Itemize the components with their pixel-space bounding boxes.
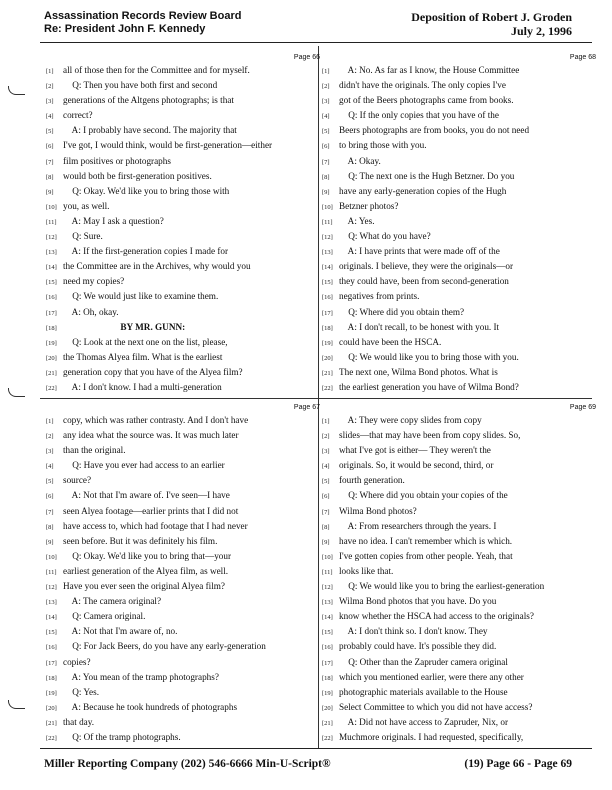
line-number: [16] bbox=[46, 294, 57, 302]
line-number: [7] bbox=[322, 158, 330, 166]
transcript-line bbox=[46, 259, 320, 274]
transcript-line bbox=[322, 443, 596, 458]
transcript-line bbox=[322, 154, 596, 169]
line-number: [20] bbox=[322, 704, 333, 712]
line-number: [20] bbox=[46, 704, 57, 712]
transcript-line bbox=[322, 350, 596, 365]
line-number: [19] bbox=[46, 689, 57, 697]
horizontal-divider bbox=[40, 398, 592, 399]
line-text: A: Did not have access to Zapruder, Nix, or bbox=[339, 716, 509, 727]
line-number: [11] bbox=[322, 568, 333, 576]
transcript-line bbox=[46, 534, 320, 549]
org-name: Assassination Records Review Board bbox=[44, 10, 242, 22]
transcript-line bbox=[46, 504, 320, 519]
line-text: any idea what the source was. It was much later bbox=[63, 430, 239, 441]
line-number: [12] bbox=[322, 584, 333, 592]
transcript-line bbox=[46, 289, 320, 304]
transcript-line bbox=[322, 93, 596, 108]
transcript-line bbox=[322, 504, 596, 519]
transcript-line bbox=[46, 715, 320, 730]
line-text: I've gotten copies from other people. Yeah, that bbox=[339, 550, 513, 561]
transcript-line bbox=[322, 715, 596, 730]
line-number: [15] bbox=[322, 629, 333, 637]
line-number: [16] bbox=[46, 644, 57, 652]
line-number: [3] bbox=[322, 448, 330, 456]
transcript-line bbox=[46, 154, 320, 169]
line-number: [2] bbox=[322, 83, 330, 91]
line-text: the Committee are in the Archives, why would you bbox=[63, 261, 251, 272]
top-rule bbox=[40, 42, 592, 43]
transcript-line bbox=[46, 169, 320, 184]
transcript-line bbox=[322, 594, 596, 609]
deposition-date: July 2, 1996 bbox=[510, 24, 572, 38]
page-number-label: Page 66 bbox=[293, 54, 320, 61]
line-text: Q: Then you have both first and second bbox=[63, 80, 218, 91]
line-text: fourth generation. bbox=[339, 475, 405, 486]
transcript-line bbox=[322, 138, 596, 153]
line-text: originals. I believe, they were the originals—or bbox=[339, 261, 513, 272]
margin-mark bbox=[8, 700, 25, 709]
transcript-line bbox=[322, 123, 596, 138]
transcript-line bbox=[322, 199, 596, 214]
transcript-line bbox=[322, 244, 596, 259]
line-number: [21] bbox=[46, 369, 57, 377]
transcript-line bbox=[46, 549, 320, 564]
line-number: [10] bbox=[322, 553, 333, 561]
line-number: [4] bbox=[46, 113, 54, 121]
line-number: [9] bbox=[322, 538, 330, 546]
transcript-line bbox=[46, 594, 320, 609]
line-text: generation copy that you have of the Alyea film? bbox=[63, 366, 243, 377]
line-text: A: Yes. bbox=[339, 215, 375, 226]
transcript-line bbox=[322, 305, 596, 320]
transcript-line bbox=[46, 184, 320, 199]
line-text: Q: Where did you obtain your copies of the bbox=[339, 490, 508, 501]
transcript-line bbox=[322, 428, 596, 443]
transcript-line bbox=[322, 609, 596, 624]
line-number: [21] bbox=[322, 719, 333, 727]
line-text: Q: Look at the next one on the list, please, bbox=[63, 336, 228, 347]
line-text: photographic materials available to the House bbox=[339, 686, 508, 697]
line-number: [19] bbox=[322, 689, 333, 697]
line-number: [14] bbox=[322, 614, 333, 622]
line-number: [11] bbox=[322, 218, 333, 226]
line-number: [3] bbox=[46, 98, 54, 106]
line-text: Q: Of the tramp photographs. bbox=[63, 731, 181, 742]
transcript-line bbox=[322, 730, 596, 745]
line-number: [13] bbox=[322, 249, 333, 257]
transcript-line bbox=[46, 380, 320, 395]
transcript-line bbox=[46, 458, 320, 473]
transcript-line bbox=[322, 214, 596, 229]
transcript-line bbox=[46, 320, 320, 335]
line-number: [1] bbox=[46, 418, 54, 425]
line-number: [1] bbox=[322, 418, 330, 425]
bottom-rule bbox=[40, 748, 592, 749]
line-text: Wilma Bond photos that you have. Do you bbox=[339, 596, 497, 607]
line-number: [19] bbox=[322, 339, 333, 347]
line-text: the earliest generation you have of Wilma Bond? bbox=[339, 381, 519, 392]
line-number: [8] bbox=[46, 523, 54, 531]
footer-reporter: Miller Reporting Company (202) 546-6666 Min-U-Script® bbox=[44, 758, 331, 770]
line-number: [10] bbox=[46, 203, 57, 211]
transcript-line bbox=[46, 730, 320, 745]
line-number: [14] bbox=[46, 264, 57, 272]
line-text: The next one, Wilma Bond photos. What is bbox=[339, 366, 498, 377]
line-text: negatives from prints. bbox=[339, 291, 420, 302]
line-text: looks like that. bbox=[339, 565, 394, 576]
line-number: [12] bbox=[46, 584, 57, 592]
line-number: [2] bbox=[46, 433, 54, 441]
page-number-label: Page 67 bbox=[293, 404, 320, 411]
transcript-line bbox=[46, 274, 320, 289]
transcript-page bbox=[322, 402, 596, 745]
transcript-line bbox=[46, 244, 320, 259]
line-number: [18] bbox=[46, 674, 57, 682]
line-number: [17] bbox=[46, 309, 57, 317]
line-text: Q: Okay. We'd like you to bring that—your bbox=[63, 550, 232, 561]
transcript-page bbox=[46, 52, 320, 395]
line-text: A: They were copy slides from copy bbox=[339, 415, 482, 425]
page-number-label: Page 68 bbox=[569, 54, 596, 61]
line-number: [5] bbox=[322, 478, 330, 486]
transcript-line bbox=[46, 199, 320, 214]
transcript-line bbox=[322, 184, 596, 199]
transcript-line bbox=[46, 488, 320, 503]
line-text: film positives or photographs bbox=[63, 155, 171, 166]
line-text: Q: Camera original. bbox=[63, 611, 146, 622]
line-number: [9] bbox=[46, 538, 54, 546]
line-text: A: May I ask a question? bbox=[63, 215, 164, 226]
transcript-line bbox=[46, 365, 320, 380]
line-number: [15] bbox=[322, 279, 333, 287]
transcript-line bbox=[46, 579, 320, 594]
line-text: A: I don't know. I had a multi-generation bbox=[63, 381, 222, 392]
transcript-line bbox=[322, 169, 596, 184]
line-number: [13] bbox=[322, 599, 333, 607]
line-number: [1] bbox=[46, 68, 54, 75]
line-number: [3] bbox=[46, 448, 54, 456]
transcript-line bbox=[322, 413, 596, 428]
line-text: Muchmore originals. I had requested, specifically, bbox=[339, 731, 524, 742]
line-text: A: I don't think so. I don't know. They bbox=[339, 626, 488, 637]
transcript-line bbox=[46, 609, 320, 624]
line-number: [11] bbox=[46, 568, 57, 576]
line-number: [22] bbox=[322, 384, 333, 392]
line-text: copy, which was rather contrasty. And I don't have bbox=[63, 415, 249, 425]
transcript-line bbox=[46, 78, 320, 93]
line-number: [13] bbox=[46, 249, 57, 257]
margin-mark bbox=[8, 388, 25, 397]
transcript-line bbox=[46, 624, 320, 639]
line-number: [16] bbox=[322, 644, 333, 652]
line-number: [9] bbox=[46, 188, 54, 196]
line-number: [7] bbox=[46, 158, 54, 166]
line-number: [7] bbox=[322, 508, 330, 516]
line-text: I've got, I would think, would be first-generation—either bbox=[63, 140, 273, 151]
line-number: [10] bbox=[46, 553, 57, 561]
line-text: source? bbox=[63, 475, 92, 486]
line-text: Q: The next one is the Hugh Betzner. Do you bbox=[339, 170, 515, 181]
transcript-line bbox=[322, 579, 596, 594]
transcript-line bbox=[322, 229, 596, 244]
line-text: copies? bbox=[63, 656, 91, 667]
line-number: [17] bbox=[46, 659, 57, 667]
footer-page-range: (19) Page 66 - Page 69 bbox=[464, 758, 572, 770]
line-text: Q: Other than the Zapruder camera original bbox=[339, 656, 508, 667]
line-text: have any early-generation copies of the Hugh bbox=[339, 185, 507, 196]
line-number: [18] bbox=[46, 324, 57, 332]
transcript-line bbox=[322, 458, 596, 473]
line-number: [6] bbox=[46, 143, 54, 151]
line-text: A: Oh, okay. bbox=[63, 306, 119, 317]
line-text: which you mentioned earlier, were there any other bbox=[339, 671, 524, 682]
line-text: you, as well. bbox=[63, 200, 110, 211]
transcript-line bbox=[322, 549, 596, 564]
transcript-line bbox=[46, 639, 320, 654]
line-number: [5] bbox=[46, 478, 54, 486]
transcript-line bbox=[322, 274, 596, 289]
line-text: than the original. bbox=[63, 445, 126, 456]
line-text: Q: We would like you to bring the earliest-generation bbox=[339, 581, 545, 592]
line-text: BY MR. GUNN: bbox=[63, 321, 186, 332]
transcript-line bbox=[322, 564, 596, 579]
transcript-line bbox=[46, 685, 320, 700]
line-number: [6] bbox=[46, 493, 54, 501]
line-text: A: Okay. bbox=[339, 155, 381, 166]
line-text: to bring those with you. bbox=[339, 140, 427, 151]
line-text: have access to, which had footage that I had never bbox=[63, 520, 248, 531]
line-number: [8] bbox=[46, 173, 54, 181]
transcript-line bbox=[46, 305, 320, 320]
transcript-line bbox=[46, 700, 320, 715]
transcript-line bbox=[46, 519, 320, 534]
line-text: A: No. As far as I know, the House Committee bbox=[339, 65, 520, 75]
line-number: [21] bbox=[322, 369, 333, 377]
line-text: A: Not that I'm aware of. I've seen—I have bbox=[63, 490, 230, 501]
line-number: [2] bbox=[322, 433, 330, 441]
line-number: [4] bbox=[46, 463, 54, 471]
line-number: [8] bbox=[322, 173, 330, 181]
line-text: Select Committee to which you did not have access? bbox=[339, 701, 533, 712]
line-text: Have you ever seen the original Alyea film? bbox=[63, 581, 225, 592]
line-text: got of the Beers photographs came from books. bbox=[339, 95, 514, 106]
line-text: A: The camera original? bbox=[63, 596, 162, 607]
line-text: Beers photographs are from books, you do not need bbox=[339, 125, 530, 136]
line-text: that day. bbox=[63, 716, 95, 727]
line-text: all of those then for the Committee and for myself. bbox=[63, 65, 250, 75]
line-text: Q: What do you have? bbox=[339, 231, 431, 242]
line-text: correct? bbox=[63, 110, 93, 121]
transcript-line bbox=[322, 670, 596, 685]
line-text: Q: Okay. We'd like you to bring those with bbox=[63, 185, 230, 196]
line-number: [7] bbox=[46, 508, 54, 516]
line-number: [18] bbox=[322, 674, 333, 682]
transcript-line bbox=[46, 443, 320, 458]
line-number: [14] bbox=[322, 264, 333, 272]
line-text: Q: Yes. bbox=[63, 686, 99, 697]
transcript-line bbox=[322, 534, 596, 549]
transcript-line bbox=[46, 655, 320, 670]
line-text: A: Not that I'm aware of, no. bbox=[63, 626, 178, 637]
transcript-line bbox=[322, 624, 596, 639]
line-text: have no idea. I can't remember which is which. bbox=[339, 535, 513, 546]
transcript-line bbox=[322, 335, 596, 350]
line-number: [9] bbox=[322, 188, 330, 196]
line-text: seen before. But it was definitely his film. bbox=[63, 535, 218, 546]
line-text: Q: We would like you to bring those with you. bbox=[339, 351, 519, 362]
transcript-line bbox=[322, 639, 596, 654]
line-text: A: I probably have second. The majority that bbox=[63, 125, 237, 136]
line-text: seen Alyea footage—earlier prints that I did not bbox=[63, 505, 239, 516]
line-number: [22] bbox=[46, 734, 57, 742]
line-text: A: If the first-generation copies I made for bbox=[63, 246, 229, 257]
line-number: [21] bbox=[46, 719, 57, 727]
case-header bbox=[44, 10, 241, 36]
line-number: [4] bbox=[322, 113, 330, 121]
line-text: A: Because he took hundreds of photographs bbox=[63, 701, 238, 712]
line-text: Q: If the only copies that you have of the bbox=[339, 110, 499, 121]
line-number: [22] bbox=[322, 734, 333, 742]
line-number: [2] bbox=[46, 83, 54, 91]
line-text: the Thomas Alyea film. What is the earliest bbox=[63, 351, 223, 362]
line-number: [10] bbox=[322, 203, 333, 211]
line-text: would both be first-generation positives. bbox=[63, 170, 212, 181]
line-text: could have been the HSCA. bbox=[339, 336, 442, 347]
line-text: Q: Have you ever had access to an earlier bbox=[63, 460, 225, 471]
line-text: know whether the HSCA had access to the originals? bbox=[339, 611, 534, 622]
line-number: [6] bbox=[322, 143, 330, 151]
line-number: [12] bbox=[322, 234, 333, 242]
transcript-line bbox=[46, 138, 320, 153]
line-number: [12] bbox=[46, 234, 57, 242]
line-text: need my copies? bbox=[63, 276, 125, 287]
transcript-line bbox=[322, 63, 596, 78]
transcript-page bbox=[46, 402, 320, 745]
line-text: they could have, been from second-generation bbox=[339, 276, 509, 287]
line-text: A: I have prints that were made off of the bbox=[339, 246, 500, 257]
line-text: Wilma Bond photos? bbox=[339, 505, 417, 516]
transcript-page bbox=[322, 52, 596, 395]
transcript-line bbox=[46, 413, 320, 428]
transcript-line bbox=[46, 335, 320, 350]
deposition-header bbox=[411, 10, 572, 38]
transcript-line bbox=[46, 214, 320, 229]
line-number: [22] bbox=[46, 384, 57, 392]
line-number: [5] bbox=[322, 128, 330, 136]
deposition-title: Deposition of Robert J. Groden bbox=[411, 10, 572, 24]
transcript-line bbox=[46, 93, 320, 108]
line-text: originals. So, it would be second, third, or bbox=[339, 460, 494, 471]
line-number: [8] bbox=[322, 523, 330, 531]
line-number: [20] bbox=[322, 354, 333, 362]
line-number: [17] bbox=[322, 659, 333, 667]
transcript-line bbox=[46, 350, 320, 365]
transcript-line bbox=[322, 108, 596, 123]
line-number: [3] bbox=[322, 98, 330, 106]
transcript-line bbox=[322, 289, 596, 304]
line-text: Q: We would just like to examine them. bbox=[63, 291, 219, 302]
transcript-line bbox=[46, 564, 320, 579]
line-number: [6] bbox=[322, 493, 330, 501]
line-number: [11] bbox=[46, 218, 57, 226]
line-text: A: From researchers through the years. I bbox=[339, 520, 497, 531]
transcript-line bbox=[322, 380, 596, 395]
transcript-line bbox=[322, 78, 596, 93]
transcript-line bbox=[46, 670, 320, 685]
line-text: generations of the Altgens photographs; is that bbox=[63, 95, 234, 106]
transcript-line bbox=[322, 655, 596, 670]
line-text: earliest generation of the Alyea film, as well. bbox=[63, 565, 229, 576]
line-number: [15] bbox=[46, 629, 57, 637]
line-text: A: You mean of the tramp photographs? bbox=[63, 671, 219, 682]
line-number: [20] bbox=[46, 354, 57, 362]
line-number: [18] bbox=[322, 324, 333, 332]
transcript-line bbox=[322, 700, 596, 715]
line-number: [1] bbox=[322, 68, 330, 75]
line-number: [19] bbox=[46, 339, 57, 347]
line-number: [5] bbox=[46, 128, 54, 136]
line-number: [16] bbox=[322, 294, 333, 302]
transcript-line bbox=[322, 488, 596, 503]
line-number: [15] bbox=[46, 279, 57, 287]
transcript-line bbox=[46, 428, 320, 443]
line-number: [13] bbox=[46, 599, 57, 607]
line-text: Q: Sure. bbox=[63, 231, 103, 242]
transcript-line bbox=[46, 108, 320, 123]
line-text: Betzner photos? bbox=[339, 200, 399, 211]
transcript-line bbox=[46, 123, 320, 138]
case-re: Re: President John F. Kennedy bbox=[44, 23, 206, 35]
margin-mark bbox=[8, 86, 25, 95]
page-number-label: Page 69 bbox=[569, 404, 596, 411]
line-number: [14] bbox=[46, 614, 57, 622]
transcript-line bbox=[46, 473, 320, 488]
transcript-line bbox=[322, 259, 596, 274]
transcript-line bbox=[46, 63, 320, 78]
line-text: Q: For Jack Beers, do you have any early-generation bbox=[63, 641, 266, 652]
line-text: what I've got is either— They weren't the bbox=[339, 445, 491, 456]
line-text: didn't have the originals. The only copies I've bbox=[339, 80, 506, 91]
transcript-line bbox=[322, 685, 596, 700]
line-text: probably could have. It's possible they did. bbox=[339, 641, 497, 652]
line-number: [4] bbox=[322, 463, 330, 471]
line-number: [17] bbox=[322, 309, 333, 317]
line-text: slides—that may have been from copy slides. So, bbox=[339, 430, 521, 441]
transcript-line bbox=[322, 320, 596, 335]
line-text: A: I don't recall, to be honest with you. It bbox=[339, 321, 500, 332]
transcript-line bbox=[322, 519, 596, 534]
transcript-line bbox=[46, 229, 320, 244]
transcript-line bbox=[322, 473, 596, 488]
line-text: Q: Where did you obtain them? bbox=[339, 306, 465, 317]
transcript-line bbox=[322, 365, 596, 380]
